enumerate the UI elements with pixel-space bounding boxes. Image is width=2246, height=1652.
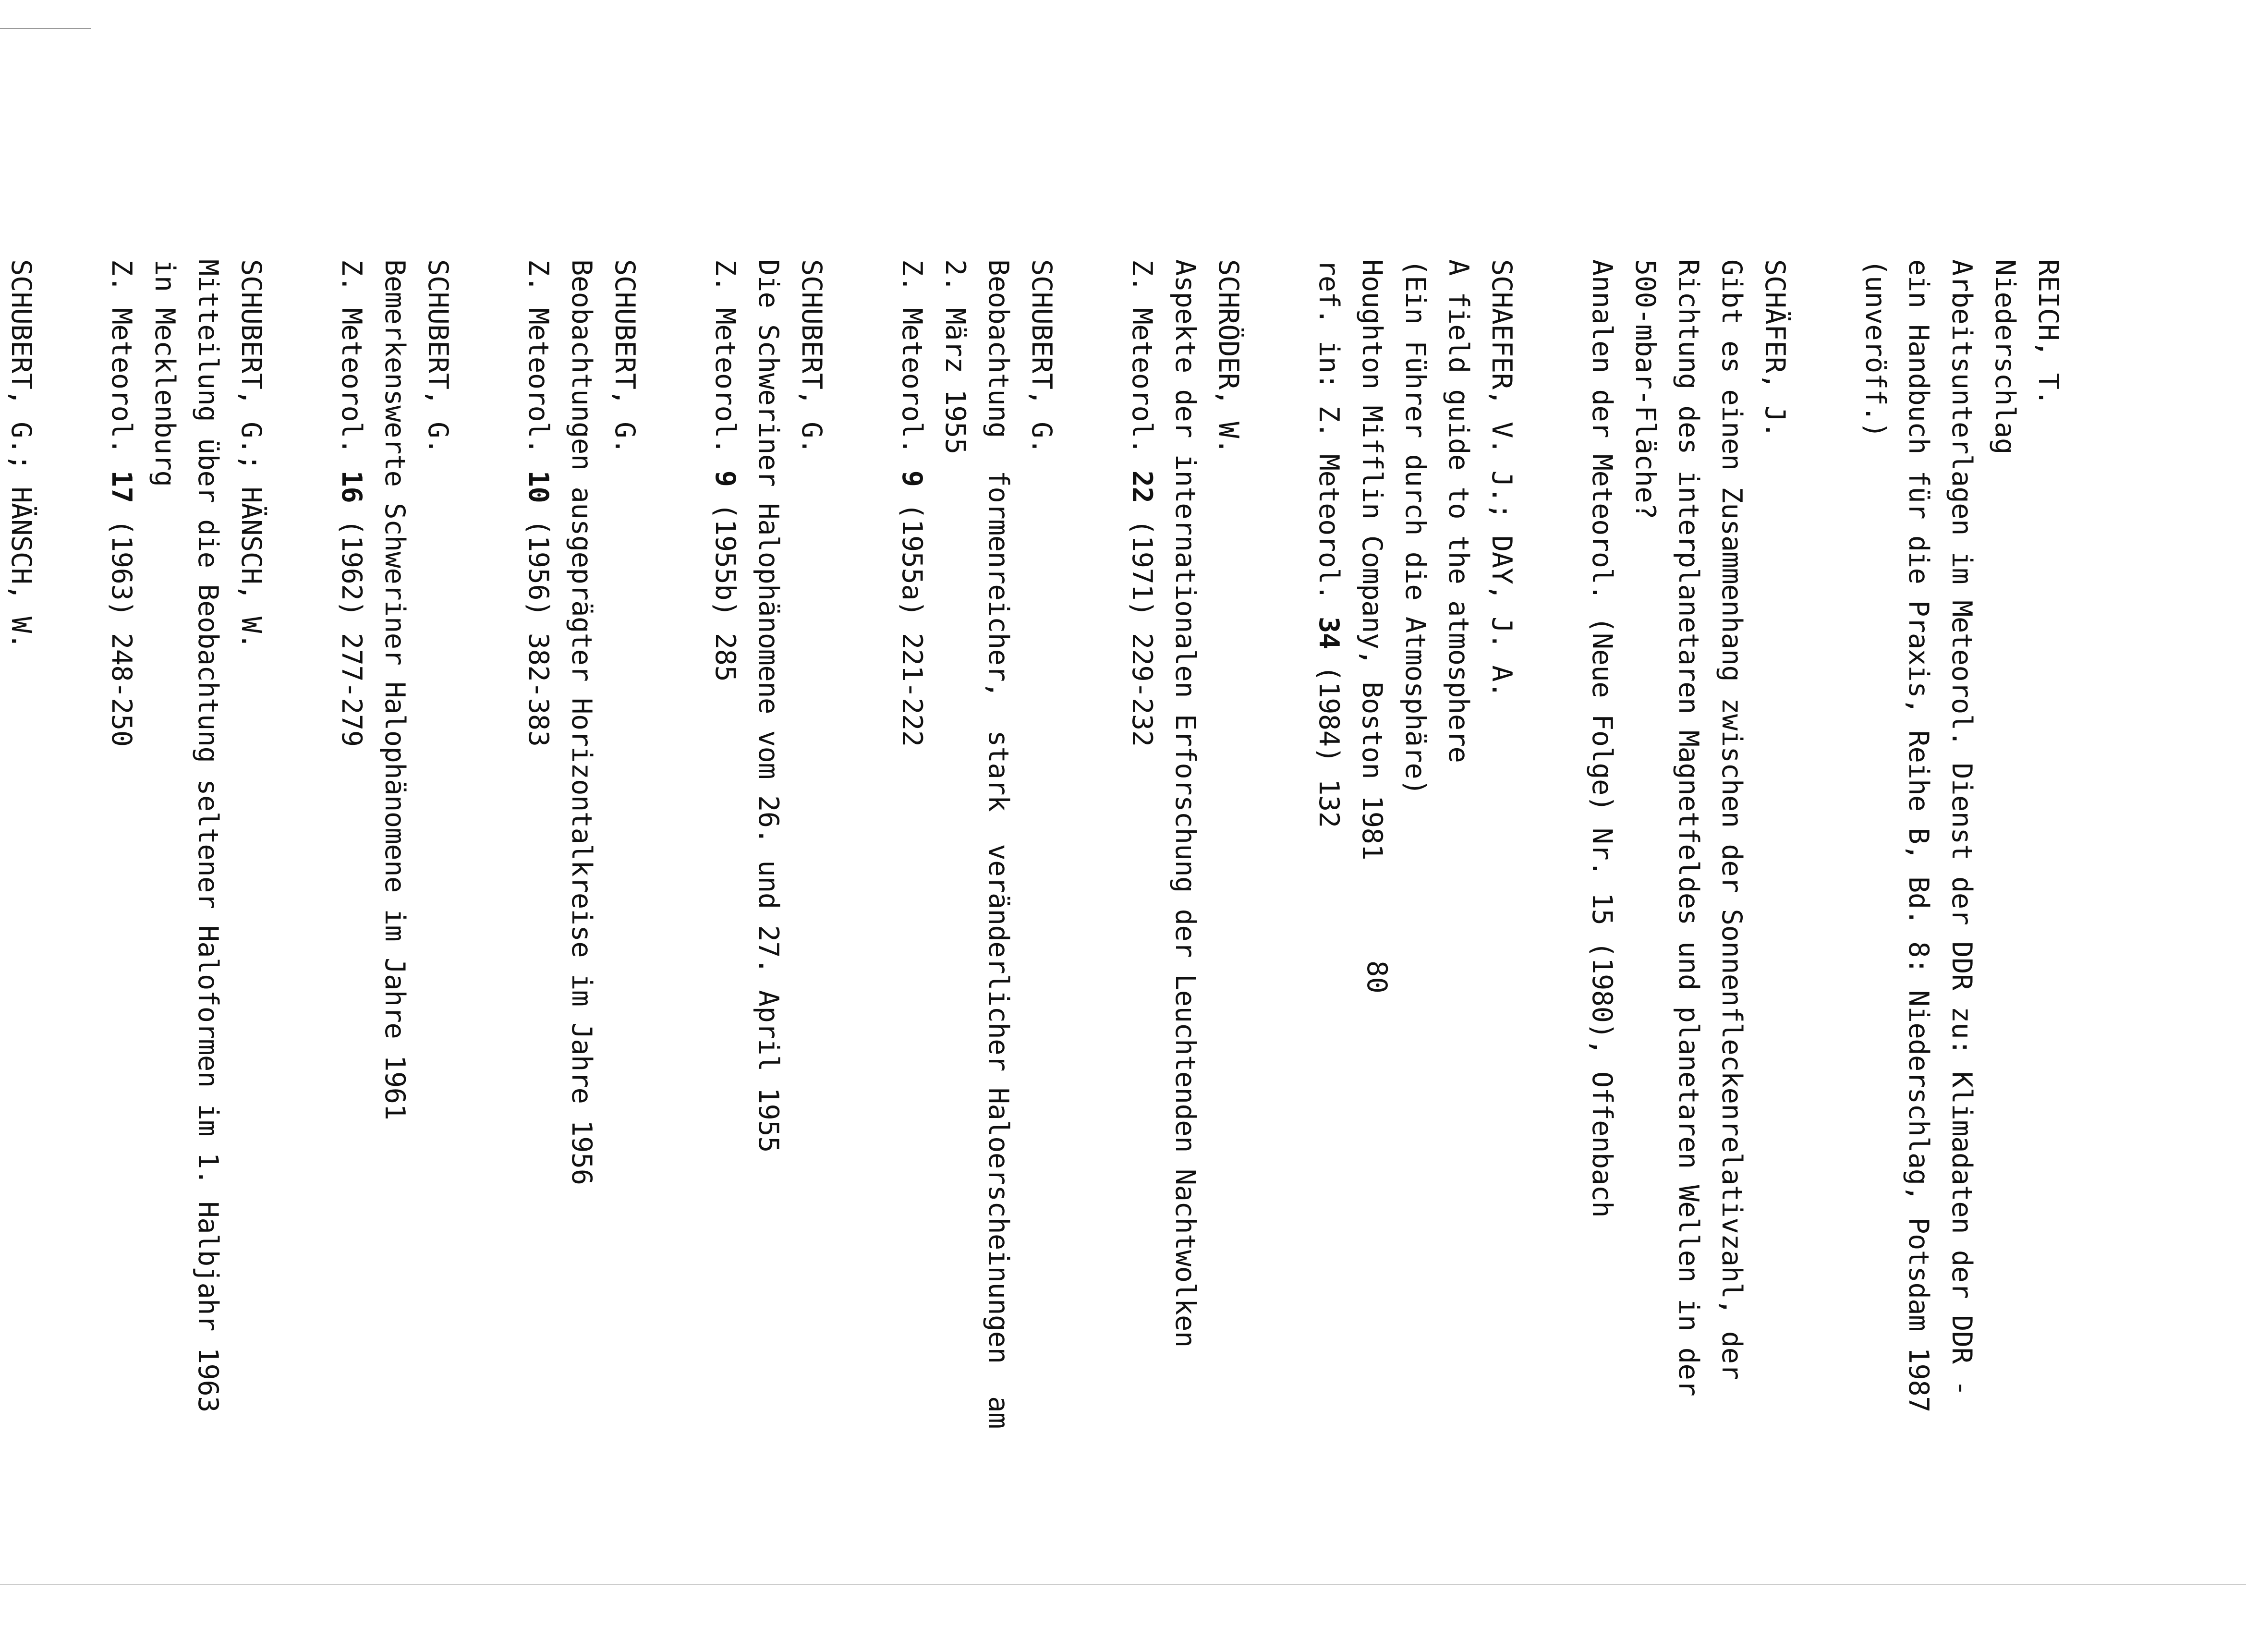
reference-author: SCHUBERT, G.; HÄNSCH, W. — [235, 259, 267, 649]
reference-title: A field guide to the atmosphere — [1443, 259, 1474, 763]
volume-number: 9 — [709, 470, 741, 487]
reference-source: Z. Meteorol. 22 (1971) 229-232 — [1126, 259, 1158, 747]
reference-author: SCHRÖDER, W. — [1213, 259, 1244, 454]
volume-number: 10 — [522, 470, 554, 503]
reference-entry — [100, 259, 273, 1652]
reference-title: Mitteilung über die Beobachtung seltener Haloformen im 1. Halbjahr 1963 — [192, 259, 224, 1412]
reference-author: SCHÄFER, J. — [1759, 259, 1791, 438]
reference-source: Z. Meteorol. 9 (1955a) 221-222 — [896, 259, 928, 747]
reference-entry — [890, 259, 1063, 1652]
reference-title: Niederschlag — [1989, 259, 2021, 454]
reference-source: Annalen der Meteorol. (Neue Folge) Nr. 15 (1980), Offenbach — [1586, 259, 1618, 1218]
reference-title: Aspekte der internationalen Erforschung der Leuchtenden Nachtwolken — [1169, 259, 1201, 1348]
reference-title: Richtung des interplanetaren Magnetfeldes und planetaren Wellen in der — [1673, 259, 1704, 1397]
volume-number: 9 — [896, 470, 928, 487]
reference-title: 2. März 1955 — [939, 259, 971, 454]
reference-source: Z. Meteorol. 16 (1962) 277-279 — [336, 259, 367, 747]
reference-title: Beobachtungen ausgeprägter Horizontalkreise im Jahre 1956 — [566, 259, 597, 1185]
reference-title: Gibt es einen Zusammenhang zwischen der Sonnenfleckenrelativzahl, der — [1716, 259, 1748, 1380]
reference-entry — [1120, 259, 1250, 1652]
reference-note: (unveröff.) — [1859, 259, 1891, 438]
reference-title: in Mecklenburg — [149, 259, 181, 487]
reference-title: 500-mbar-Fläche? — [1629, 259, 1661, 520]
page-number: 80 — [1361, 960, 1393, 994]
reference-publisher: Houghton Mifflin Company, Boston 1981 — [1356, 259, 1388, 861]
volume-number: 22 — [1126, 470, 1158, 503]
scan-edge-top — [0, 28, 91, 29]
reference-source: Arbeitsunterlagen im Meteorol. Dienst der DDR zu: Klimadaten der DDR - — [1946, 259, 1978, 1397]
reference-translation: (Ein Führer durch die Atmosphäre) — [1399, 259, 1431, 795]
reference-source: Z. Meteorol. 10 (1956) 382-383 — [522, 259, 554, 747]
reference-author: SCHUBERT, G. — [609, 259, 641, 454]
reference-author: SCHAEFER, V. J.; DAY, J. A. — [1486, 259, 1518, 698]
reference-entry — [1854, 259, 2070, 1652]
reference-entry — [704, 259, 833, 1652]
reference-author: SCHUBERT, G. — [1026, 259, 1057, 454]
reference-source: Z. Meteorol. 17 (1963) 248-250 — [106, 259, 137, 747]
reference-entry — [1307, 259, 1523, 1652]
reference-author: SCHUBERT, G. — [796, 259, 827, 454]
volume-number: 16 — [336, 470, 367, 503]
reference-source: ein Handbuch für die Praxis, Reihe B, Bd. 8: Niederschlag, Potsdam 1987 — [1903, 259, 1934, 1412]
reference-author: SCHUBERT, G. — [422, 259, 454, 454]
reference-source: Z. Meteorol. 9 (1955b) 285 — [709, 259, 741, 682]
reference-author: SCHUBERT, G.; HÄNSCH, W. — [5, 259, 37, 649]
reference-author: REICH, T. — [2032, 259, 2064, 406]
reference-entry — [0, 259, 43, 1652]
bibliography-page — [5, 259, 2070, 1652]
reference-title: Die Schweriner Halophänomene vom 26. und 27. April 1955 — [753, 259, 784, 1153]
reference-source: ref. in: Z. Meteorol. 34 (1984) 132 — [1313, 259, 1345, 828]
reference-title: Bemerkenswerte Schweriner Halophänomene im Jahre 1961 — [379, 259, 411, 1120]
reference-entry — [330, 259, 460, 1652]
volume-number: 34 — [1313, 616, 1345, 649]
reference-entry — [517, 259, 646, 1652]
volume-number: 17 — [106, 470, 137, 503]
reference-entry — [1580, 259, 1797, 1652]
reference-title: Beobachtung formenreicher, stark veränderlicher Haloerscheinungen am — [983, 259, 1014, 1429]
